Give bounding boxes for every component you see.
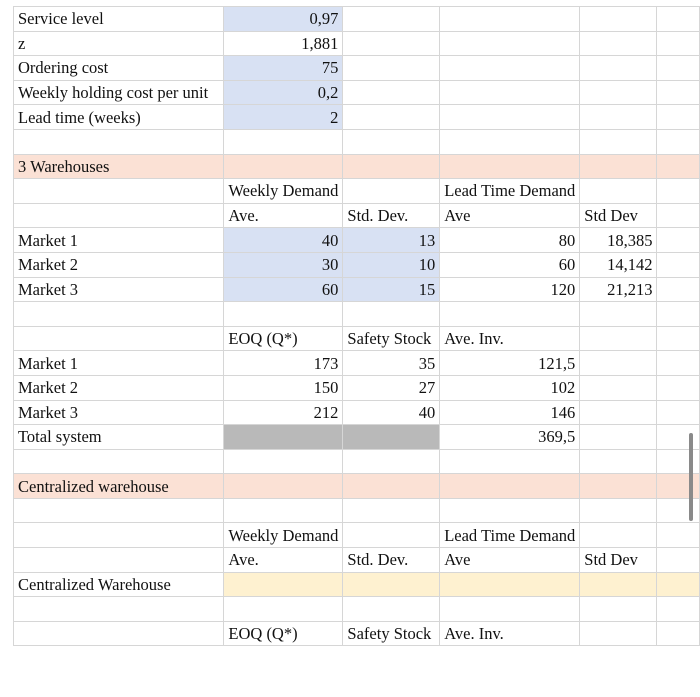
empty-cell[interactable] — [440, 449, 580, 474]
weekly-demand-header[interactable] — [224, 179, 343, 204]
lead-time-demand-header[interactable] — [440, 179, 580, 204]
empty-cell[interactable] — [580, 351, 657, 376]
market-ave[interactable]: 40 — [224, 228, 343, 253]
market-name[interactable]: Market 1 — [14, 228, 224, 253]
empty-cell[interactable] — [657, 203, 700, 228]
table-row — [14, 277, 700, 302]
empty-cell[interactable] — [343, 80, 440, 105]
weekly-demand-header[interactable] — [224, 523, 343, 548]
empty-cell[interactable] — [657, 56, 700, 81]
table-row — [14, 228, 700, 253]
row-sub-headers — [14, 203, 700, 228]
section-header-3-warehouses — [14, 154, 700, 179]
market-ave-inv[interactable]: 146 — [440, 400, 580, 425]
empty-cell[interactable] — [657, 326, 700, 351]
market-ltd-ave[interactable]: 120 — [440, 277, 580, 302]
empty-cell[interactable] — [657, 105, 700, 130]
market-name[interactable]: Market 2 — [14, 375, 224, 400]
empty-cell[interactable] — [343, 154, 440, 179]
empty-cell[interactable] — [343, 449, 440, 474]
empty-cell[interactable] — [657, 277, 700, 302]
empty-cell[interactable] — [14, 548, 224, 573]
market-eoq[interactable]: 212 — [224, 400, 343, 425]
row-inventory-headers — [14, 326, 700, 351]
empty-cell[interactable] — [343, 105, 440, 130]
empty-cell[interactable] — [440, 56, 580, 81]
market-ave[interactable]: 60 — [224, 277, 343, 302]
empty-cell[interactable] — [657, 498, 700, 523]
centralized-ltd-ave-input[interactable] — [440, 572, 580, 597]
spreadsheet-grid — [13, 6, 700, 646]
market-ave[interactable]: 30 — [224, 252, 343, 277]
ltd-std-header[interactable]: Std Dev — [580, 203, 657, 228]
section-title[interactable]: 3 Warehouses — [14, 154, 224, 179]
empty-cell[interactable] — [14, 203, 224, 228]
table-row — [14, 252, 700, 277]
market-ave-inv[interactable]: 102 — [440, 375, 580, 400]
empty-cell[interactable] — [657, 449, 700, 474]
market-safety-stock[interactable]: 27 — [343, 375, 440, 400]
empty-cell[interactable] — [657, 400, 700, 425]
empty-cell[interactable] — [440, 474, 580, 499]
empty-cell[interactable] — [224, 449, 343, 474]
blank-row — [14, 302, 700, 327]
empty-cell[interactable] — [440, 129, 580, 154]
blank-row — [14, 498, 700, 523]
centralized-std-input[interactable] — [343, 572, 440, 597]
lead-time-demand-header[interactable] — [440, 523, 580, 548]
ltd-std-header[interactable]: Std Dev — [580, 548, 657, 573]
empty-cell[interactable] — [440, 7, 580, 32]
centralized-ave-input[interactable] — [224, 572, 343, 597]
centralized-warehouse-label[interactable]: Centralized Warehouse — [14, 572, 224, 597]
empty-cell[interactable] — [14, 326, 224, 351]
market-ave-inv[interactable]: 121,5 — [440, 351, 580, 376]
empty-cell[interactable] — [657, 302, 700, 327]
empty-cell[interactable] — [14, 523, 224, 548]
empty-cell[interactable] — [580, 597, 657, 622]
market-ltd-std[interactable]: 14,142 — [580, 252, 657, 277]
ave-header[interactable]: Ave. — [224, 548, 343, 573]
empty-cell[interactable] — [343, 474, 440, 499]
empty-cell[interactable] — [224, 129, 343, 154]
empty-cell[interactable] — [657, 523, 700, 548]
empty-cell[interactable] — [224, 302, 343, 327]
service-level-value[interactable]: 0,97 — [224, 7, 343, 32]
empty-cell[interactable] — [657, 31, 700, 56]
empty-cell[interactable] — [657, 375, 700, 400]
empty-cell[interactable] — [657, 7, 700, 32]
table-row — [14, 375, 700, 400]
market-name[interactable]: Market 1 — [14, 351, 224, 376]
empty-cell[interactable] — [580, 523, 657, 548]
total-eoq-cell[interactable] — [224, 425, 343, 450]
empty-cell[interactable] — [657, 228, 700, 253]
empty-cell[interactable] — [14, 621, 224, 646]
empty-cell[interactable] — [14, 302, 224, 327]
safety-stock-header[interactable]: Safety Stock — [343, 326, 440, 351]
empty-cell[interactable] — [580, 56, 657, 81]
row-sub-headers — [14, 548, 700, 573]
eoq-header[interactable]: EOQ (Q*) — [224, 326, 343, 351]
std-dev-header[interactable]: Std. Dev. — [343, 548, 440, 573]
empty-cell[interactable] — [580, 474, 657, 499]
ltd-ave-header[interactable]: Ave — [440, 203, 580, 228]
holding-cost-value[interactable]: 0,2 — [224, 80, 343, 105]
empty-cell[interactable] — [657, 129, 700, 154]
empty-cell[interactable] — [343, 129, 440, 154]
empty-cell[interactable] — [657, 179, 700, 204]
empty-cell[interactable] — [580, 80, 657, 105]
eoq-header[interactable]: EOQ (Q*) — [224, 621, 343, 646]
empty-cell[interactable] — [440, 597, 580, 622]
empty-cell[interactable] — [343, 597, 440, 622]
market-name[interactable]: Market 2 — [14, 252, 224, 277]
blank-row — [14, 129, 700, 154]
empty-cell[interactable] — [14, 449, 224, 474]
row-z — [14, 31, 700, 56]
row-inventory-headers — [14, 621, 700, 646]
empty-cell[interactable] — [657, 572, 700, 597]
empty-cell[interactable] — [580, 31, 657, 56]
empty-cell[interactable] — [440, 31, 580, 56]
market-safety-stock[interactable]: 40 — [343, 400, 440, 425]
row-service-level — [14, 7, 700, 32]
market-ltd-ave[interactable]: 80 — [440, 228, 580, 253]
ave-header[interactable]: Ave. — [224, 203, 343, 228]
empty-cell[interactable] — [343, 31, 440, 56]
empty-cell[interactable] — [580, 7, 657, 32]
empty-cell[interactable] — [343, 7, 440, 32]
empty-cell[interactable] — [657, 597, 700, 622]
empty-cell[interactable] — [440, 105, 580, 130]
market-ltd-std[interactable]: 21,213 — [580, 277, 657, 302]
empty-cell[interactable] — [657, 425, 700, 450]
service-level-label[interactable]: Service level — [14, 7, 224, 32]
table-row — [14, 351, 700, 376]
weekly-demand-text: Weekly Demand — [228, 181, 339, 201]
market-std[interactable]: 13 — [343, 228, 440, 253]
ltd-ave-header[interactable]: Ave — [440, 548, 580, 573]
empty-cell[interactable] — [14, 597, 224, 622]
market-ltd-ave[interactable]: 60 — [440, 252, 580, 277]
weekly-demand-text: Weekly Demand — [228, 525, 339, 545]
empty-cell[interactable] — [343, 56, 440, 81]
lead-time-demand-text: Lead Time Demand — [444, 525, 576, 545]
z-label[interactable]: z — [14, 31, 224, 56]
section-title[interactable]: Centralized warehouse — [14, 474, 224, 499]
blank-row — [14, 597, 700, 622]
empty-cell[interactable] — [580, 154, 657, 179]
empty-cell[interactable] — [580, 326, 657, 351]
empty-cell[interactable] — [14, 129, 224, 154]
market-name[interactable]: Market 3 — [14, 400, 224, 425]
market-eoq[interactable]: 150 — [224, 375, 343, 400]
empty-cell[interactable] — [14, 498, 224, 523]
empty-cell[interactable] — [657, 548, 700, 573]
empty-cell[interactable] — [343, 302, 440, 327]
lead-time-label[interactable]: Lead time (weeks) — [14, 105, 224, 130]
market-safety-stock[interactable]: 35 — [343, 351, 440, 376]
market-std[interactable]: 10 — [343, 252, 440, 277]
z-value[interactable]: 1,881 — [224, 31, 343, 56]
centralized-ltd-std-input[interactable] — [580, 572, 657, 597]
table-row — [14, 400, 700, 425]
market-eoq[interactable]: 173 — [224, 351, 343, 376]
ave-inv-header[interactable]: Ave. Inv. — [440, 621, 580, 646]
empty-cell[interactable] — [580, 302, 657, 327]
empty-cell[interactable] — [224, 154, 343, 179]
empty-cell[interactable] — [580, 400, 657, 425]
empty-cell[interactable] — [343, 498, 440, 523]
empty-cell[interactable] — [580, 129, 657, 154]
empty-cell[interactable] — [657, 351, 700, 376]
lead-time-demand-text: Lead Time Demand — [444, 181, 576, 201]
empty-cell[interactable] — [657, 154, 700, 179]
empty-cell[interactable] — [580, 498, 657, 523]
section-header-centralized — [14, 474, 700, 499]
empty-cell[interactable] — [224, 597, 343, 622]
empty-cell[interactable] — [580, 105, 657, 130]
empty-cell[interactable] — [343, 523, 440, 548]
empty-cell[interactable] — [657, 252, 700, 277]
empty-cell[interactable] — [657, 80, 700, 105]
ordering-cost-label[interactable]: Ordering cost — [14, 56, 224, 81]
empty-cell[interactable] — [580, 179, 657, 204]
row-total-system — [14, 425, 700, 450]
lead-time-value[interactable]: 2 — [224, 105, 343, 130]
market-ltd-std[interactable]: 18,385 — [580, 228, 657, 253]
vertical-scrollbar[interactable] — [689, 433, 693, 521]
empty-cell[interactable] — [224, 474, 343, 499]
empty-cell[interactable] — [224, 498, 343, 523]
row-lead-time — [14, 105, 700, 130]
total-safety-stock-cell[interactable] — [343, 425, 440, 450]
empty-cell[interactable] — [343, 179, 440, 204]
row-demand-headers — [14, 179, 700, 204]
ave-inv-header[interactable]: Ave. Inv. — [440, 326, 580, 351]
safety-stock-header[interactable]: Safety Stock — [343, 621, 440, 646]
ordering-cost-value[interactable]: 75 — [224, 56, 343, 81]
row-centralized-warehouse — [14, 572, 700, 597]
empty-cell[interactable] — [440, 154, 580, 179]
std-dev-header[interactable]: Std. Dev. — [343, 203, 440, 228]
empty-cell[interactable] — [440, 80, 580, 105]
empty-cell[interactable] — [580, 375, 657, 400]
empty-cell[interactable] — [580, 621, 657, 646]
empty-cell[interactable] — [580, 449, 657, 474]
total-system-label[interactable]: Total system — [14, 425, 224, 450]
holding-cost-label[interactable]: Weekly holding cost per unit — [14, 80, 224, 105]
row-ordering-cost — [14, 56, 700, 81]
empty-cell[interactable] — [14, 179, 224, 204]
row-demand-headers — [14, 523, 700, 548]
total-ave-inv[interactable]: 369,5 — [440, 425, 580, 450]
market-std[interactable]: 15 — [343, 277, 440, 302]
empty-cell[interactable] — [440, 302, 580, 327]
empty-cell[interactable] — [657, 474, 700, 499]
market-name[interactable]: Market 3 — [14, 277, 224, 302]
blank-row — [14, 449, 700, 474]
row-holding-cost — [14, 80, 700, 105]
empty-cell[interactable] — [440, 498, 580, 523]
empty-cell[interactable] — [580, 425, 657, 450]
empty-cell[interactable] — [657, 621, 700, 646]
